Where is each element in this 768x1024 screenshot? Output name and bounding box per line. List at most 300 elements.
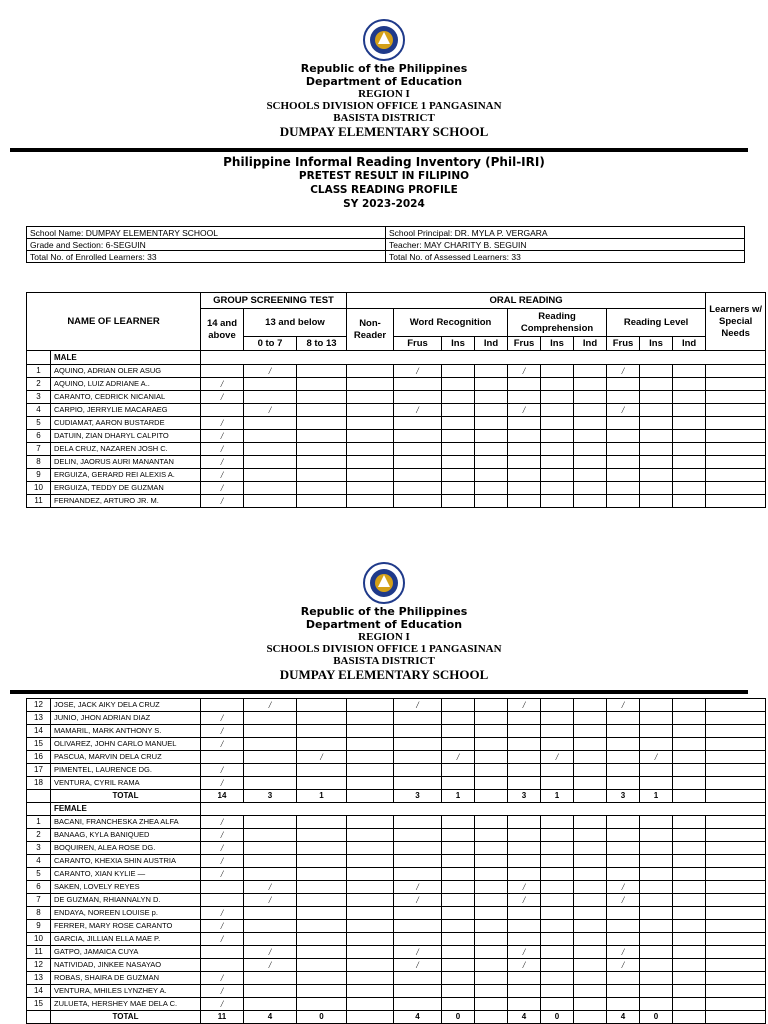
mark-cell — [706, 430, 766, 443]
13-and-below-header: 13 and below — [244, 309, 347, 337]
mark-cell — [297, 829, 347, 842]
oral-reading-header: ORAL READING — [347, 293, 706, 309]
mark-cell — [244, 469, 297, 482]
mark-cell — [394, 482, 442, 495]
total-cell — [574, 790, 607, 803]
learner-name: OLIVAREZ, JOHN CARLO MANUEL — [51, 738, 201, 751]
mark-cell: / — [607, 365, 640, 378]
learner-name: GARCIA, JILLIAN ELLA MAE P. — [51, 933, 201, 946]
mark-cell: / — [201, 495, 244, 508]
total-cell: 11 — [201, 1011, 244, 1024]
mark-cell: / — [201, 985, 244, 998]
learner-name: ERGUIZA, TEDDY DE GUZMAN — [51, 482, 201, 495]
mark-cell — [347, 378, 394, 391]
total-cell: 1 — [541, 790, 574, 803]
table-row — [27, 469, 766, 482]
mark-cell — [508, 456, 541, 469]
mark-cell — [442, 456, 475, 469]
mark-cell — [347, 816, 394, 829]
mark-cell — [640, 920, 673, 933]
mark-cell — [508, 868, 541, 881]
mark-cell — [394, 907, 442, 920]
mark-cell — [475, 365, 508, 378]
row-number: 1 — [27, 816, 51, 829]
table-row — [27, 443, 766, 456]
mark-cell — [607, 972, 640, 985]
mark-cell — [541, 391, 574, 404]
mark-cell: / — [508, 894, 541, 907]
table-row — [27, 417, 766, 430]
mark-cell — [244, 378, 297, 391]
comp-ins-header: Ins — [541, 337, 574, 351]
mark-cell — [244, 816, 297, 829]
mark-cell — [394, 751, 442, 764]
mark-cell — [201, 946, 244, 959]
mark-cell — [394, 456, 442, 469]
row-number: 7 — [27, 443, 51, 456]
mark-cell — [706, 998, 766, 1011]
mark-cell — [673, 365, 706, 378]
mark-cell — [442, 829, 475, 842]
mark-cell — [673, 842, 706, 855]
deped-seal-icon — [362, 561, 406, 605]
mark-cell — [541, 443, 574, 456]
mark-cell — [640, 985, 673, 998]
mark-cell — [442, 946, 475, 959]
mark-cell — [574, 712, 607, 725]
mark-cell — [394, 855, 442, 868]
mark-cell — [244, 764, 297, 777]
mark-cell — [541, 365, 574, 378]
level-frus-header: Frus — [607, 337, 640, 351]
mark-cell — [394, 495, 442, 508]
learner-name: VENTURA, CYRIL RAMA — [51, 777, 201, 790]
total-cell: 0 — [442, 1011, 475, 1024]
mark-cell — [541, 842, 574, 855]
name-of-learner-header: NAME OF LEARNER — [27, 293, 201, 351]
mark-cell — [673, 725, 706, 738]
mark-cell — [574, 764, 607, 777]
mark-cell — [508, 842, 541, 855]
mark-cell — [640, 868, 673, 881]
enrolled-learners: Total No. of Enrolled Learners: 33 — [27, 251, 386, 263]
header-divider — [10, 148, 748, 152]
table-row — [27, 829, 766, 842]
mark-cell: / — [201, 816, 244, 829]
title-line-2: PRETEST RESULT IN FILIPINO — [298, 170, 470, 182]
learner-name: FERRER, MARY ROSE CARANTO — [51, 920, 201, 933]
learner-name: SAKEN, LOVELY REYES — [51, 881, 201, 894]
mark-cell: / — [394, 365, 442, 378]
mark-cell — [297, 998, 347, 1011]
mark-cell — [574, 378, 607, 391]
mark-cell — [201, 959, 244, 972]
mark-cell — [475, 933, 508, 946]
total-cell — [706, 1011, 766, 1024]
mark-cell — [607, 751, 640, 764]
row-number: 15 — [27, 998, 51, 1011]
total-row — [27, 790, 766, 803]
row-number: 14 — [27, 985, 51, 998]
total-cell: 3 — [394, 790, 442, 803]
total-cell: 4 — [607, 1011, 640, 1024]
reading-level-header: Reading Level — [607, 309, 706, 337]
school-principal: School Principal: DR. MYLA P. VERGARA — [386, 227, 745, 239]
mark-cell — [574, 881, 607, 894]
district-line: BASISTA DISTRICT — [333, 112, 435, 124]
table-row — [27, 946, 766, 959]
mark-cell — [607, 985, 640, 998]
mark-cell — [706, 933, 766, 946]
row-number: 2 — [27, 378, 51, 391]
mark-cell: / — [640, 751, 673, 764]
mark-cell — [475, 842, 508, 855]
mark-cell — [442, 998, 475, 1011]
mark-cell — [508, 972, 541, 985]
total-spacer — [27, 1011, 51, 1024]
mark-cell — [347, 933, 394, 946]
total-cell — [347, 1011, 394, 1024]
row-number: 16 — [27, 751, 51, 764]
mark-cell — [508, 855, 541, 868]
mark-cell — [673, 894, 706, 907]
mark-cell — [394, 816, 442, 829]
mark-cell — [508, 378, 541, 391]
mark-cell — [673, 985, 706, 998]
mark-cell — [574, 842, 607, 855]
mark-cell — [347, 777, 394, 790]
learner-name: DATUIN, ZIAN DHARYL CALPITO — [51, 430, 201, 443]
mark-cell — [394, 764, 442, 777]
row-number: 3 — [27, 842, 51, 855]
mark-cell — [574, 443, 607, 456]
mark-cell — [706, 777, 766, 790]
female-section-row — [27, 803, 766, 816]
mark-cell — [394, 998, 442, 1011]
mark-cell — [244, 417, 297, 430]
mark-cell — [706, 712, 766, 725]
mark-cell: / — [244, 894, 297, 907]
mark-cell — [475, 998, 508, 1011]
mark-cell — [508, 738, 541, 751]
mark-cell — [541, 777, 574, 790]
mark-cell — [541, 764, 574, 777]
mark-cell — [574, 469, 607, 482]
mark-cell — [297, 764, 347, 777]
mark-cell — [347, 699, 394, 712]
mark-cell — [640, 855, 673, 868]
mark-cell — [244, 712, 297, 725]
learner-name: JOSE, JACK AIKY DELA CRUZ — [51, 699, 201, 712]
mark-cell — [508, 443, 541, 456]
mark-cell — [607, 816, 640, 829]
mark-cell — [706, 738, 766, 751]
mark-cell: / — [201, 482, 244, 495]
mark-cell — [394, 933, 442, 946]
learner-name: CARANTO, KHEXIA SHIN AUSTRIA — [51, 855, 201, 868]
mark-cell — [244, 738, 297, 751]
row-number: 4 — [27, 855, 51, 868]
mark-cell — [442, 894, 475, 907]
mark-cell — [394, 777, 442, 790]
mark-cell — [297, 933, 347, 946]
mark-cell: / — [394, 894, 442, 907]
mark-cell — [673, 482, 706, 495]
mark-cell — [574, 894, 607, 907]
mark-cell — [673, 907, 706, 920]
mark-cell — [607, 777, 640, 790]
mark-cell — [640, 469, 673, 482]
learner-name: AQUINO, ADRIAN OLER ASUG — [51, 365, 201, 378]
word-recognition-header: Word Recognition — [394, 309, 508, 337]
mark-cell — [673, 764, 706, 777]
mark-cell — [574, 404, 607, 417]
row-number: 11 — [27, 495, 51, 508]
mark-cell — [541, 712, 574, 725]
mark-cell — [508, 725, 541, 738]
mark-cell — [607, 920, 640, 933]
mark-cell — [541, 907, 574, 920]
school-line: DUMPAY ELEMENTARY SCHOOL — [279, 124, 489, 139]
mark-cell — [607, 495, 640, 508]
mark-cell — [442, 725, 475, 738]
mark-cell — [673, 738, 706, 751]
row-number: 10 — [27, 482, 51, 495]
table-row — [27, 855, 766, 868]
mark-cell — [640, 764, 673, 777]
mark-cell — [541, 894, 574, 907]
mark-cell — [297, 443, 347, 456]
mark-cell — [475, 972, 508, 985]
table-row — [27, 894, 766, 907]
mark-cell: / — [297, 751, 347, 764]
mark-cell — [475, 725, 508, 738]
mark-cell: / — [201, 855, 244, 868]
mark-cell: / — [201, 417, 244, 430]
mark-cell — [442, 933, 475, 946]
mark-cell — [347, 894, 394, 907]
mark-cell — [574, 456, 607, 469]
mark-cell: / — [508, 959, 541, 972]
mark-cell — [541, 959, 574, 972]
mark-cell — [508, 985, 541, 998]
mark-cell — [673, 972, 706, 985]
mark-cell — [244, 495, 297, 508]
mark-cell — [640, 777, 673, 790]
mark-cell — [442, 391, 475, 404]
mark-cell — [244, 751, 297, 764]
mark-cell — [607, 764, 640, 777]
mark-cell — [244, 430, 297, 443]
mark-cell: / — [607, 946, 640, 959]
mark-cell — [574, 959, 607, 972]
mark-cell — [347, 855, 394, 868]
mark-cell — [347, 430, 394, 443]
mark-cell — [607, 868, 640, 881]
school-line: DUMPAY ELEMENTARY SCHOOL — [279, 667, 489, 682]
mark-cell: / — [201, 920, 244, 933]
table-row — [27, 920, 766, 933]
mark-cell — [475, 469, 508, 482]
total-label: TOTAL — [51, 790, 201, 803]
mark-cell: / — [244, 404, 297, 417]
mark-cell — [541, 998, 574, 1011]
mark-cell — [673, 751, 706, 764]
mark-cell — [244, 933, 297, 946]
page2-header — [0, 561, 768, 682]
mark-cell — [673, 777, 706, 790]
row-number: 15 — [27, 738, 51, 751]
learner-name: JUNIO, JHON ADRIAN DIAZ — [51, 712, 201, 725]
mark-cell: / — [607, 404, 640, 417]
comp-frus-header: Frus — [508, 337, 541, 351]
row-number: 3 — [27, 391, 51, 404]
mark-cell — [244, 725, 297, 738]
mark-cell — [475, 946, 508, 959]
mark-cell — [442, 881, 475, 894]
mark-cell — [541, 456, 574, 469]
total-cell: 0 — [640, 1011, 673, 1024]
mark-cell — [640, 816, 673, 829]
mark-cell — [475, 868, 508, 881]
row-number: 10 — [27, 933, 51, 946]
department-line: Department of Education — [305, 618, 463, 631]
table-row — [27, 378, 766, 391]
word-frus-header: Frus — [394, 337, 442, 351]
mark-cell — [607, 378, 640, 391]
mark-cell — [297, 894, 347, 907]
mark-cell: / — [607, 699, 640, 712]
mark-cell — [574, 365, 607, 378]
14-and-above-header: 14 and above — [201, 309, 244, 351]
mark-cell — [297, 959, 347, 972]
mark-cell: / — [508, 946, 541, 959]
mark-cell — [574, 495, 607, 508]
learner-name: NATIVIDAD, JINKEE NASAYAO — [51, 959, 201, 972]
title-line-1: Philippine Informal Reading Inventory (Phil-IRI) — [223, 155, 545, 169]
mark-cell — [201, 751, 244, 764]
total-cell — [475, 1011, 508, 1024]
row-number: 4 — [27, 404, 51, 417]
mark-cell — [607, 842, 640, 855]
total-cell — [475, 790, 508, 803]
table-row — [27, 751, 766, 764]
mark-cell: / — [201, 868, 244, 881]
table-row — [27, 959, 766, 972]
mark-cell — [297, 482, 347, 495]
mark-cell — [673, 378, 706, 391]
mark-cell — [574, 920, 607, 933]
mark-cell — [640, 495, 673, 508]
mark-cell — [442, 855, 475, 868]
mark-cell — [297, 881, 347, 894]
page1-header — [0, 18, 768, 139]
mark-cell — [640, 946, 673, 959]
mark-cell — [297, 456, 347, 469]
learner-name: ZULUETA, HERSHEY MAE DELA C. — [51, 998, 201, 1011]
mark-cell — [706, 816, 766, 829]
mark-cell — [541, 933, 574, 946]
mark-cell — [244, 443, 297, 456]
row-number: 12 — [27, 699, 51, 712]
mark-cell — [607, 443, 640, 456]
mark-cell — [475, 495, 508, 508]
mark-cell — [706, 391, 766, 404]
table-row — [27, 482, 766, 495]
mark-cell — [442, 972, 475, 985]
table-row — [27, 430, 766, 443]
learner-name: CUDIAMAT, AARON BUSTARDE — [51, 417, 201, 430]
learner-name: ROBAS, SHAIRA DE GUZMAN — [51, 972, 201, 985]
mark-cell — [574, 946, 607, 959]
mark-cell — [706, 764, 766, 777]
mark-cell — [244, 972, 297, 985]
learner-name: BOQUIREN, ALEA ROSE DG. — [51, 842, 201, 855]
deped-seal-icon — [362, 18, 406, 62]
mark-cell — [607, 907, 640, 920]
mark-cell — [347, 417, 394, 430]
mark-cell — [442, 920, 475, 933]
mark-cell: / — [201, 972, 244, 985]
mark-cell — [394, 738, 442, 751]
mark-cell: / — [201, 764, 244, 777]
mark-cell — [297, 842, 347, 855]
mark-cell — [607, 482, 640, 495]
mark-cell — [442, 443, 475, 456]
mark-cell — [244, 920, 297, 933]
mark-cell — [574, 417, 607, 430]
special-needs-header: Learners w/ Special Needs — [706, 293, 766, 351]
mark-cell — [706, 868, 766, 881]
mark-cell — [508, 907, 541, 920]
mark-cell: / — [201, 907, 244, 920]
republic-line: Republic of the Philippines — [300, 62, 468, 75]
mark-cell: / — [508, 365, 541, 378]
mark-cell — [574, 985, 607, 998]
mark-cell — [347, 972, 394, 985]
mark-cell — [640, 725, 673, 738]
mark-cell: / — [201, 430, 244, 443]
mark-cell — [201, 894, 244, 907]
mark-cell — [394, 378, 442, 391]
table-row — [27, 725, 766, 738]
learner-name: DE GUZMAN, RHIANNALYN D. — [51, 894, 201, 907]
mark-cell — [574, 829, 607, 842]
mark-cell — [640, 391, 673, 404]
mark-cell — [394, 712, 442, 725]
mark-cell — [673, 933, 706, 946]
mark-cell — [347, 920, 394, 933]
mark-cell — [442, 959, 475, 972]
mark-cell — [574, 868, 607, 881]
mark-cell — [508, 430, 541, 443]
mark-cell: / — [201, 443, 244, 456]
total-cell: 3 — [244, 790, 297, 803]
mark-cell: / — [607, 881, 640, 894]
row-number: 9 — [27, 469, 51, 482]
learner-name: BANAAG, KYLA BANIQUED — [51, 829, 201, 842]
table-row — [27, 404, 766, 417]
mark-cell — [673, 868, 706, 881]
mark-cell — [673, 855, 706, 868]
mark-cell — [541, 725, 574, 738]
mark-cell: / — [244, 959, 297, 972]
mark-cell: / — [201, 998, 244, 1011]
mark-cell — [475, 920, 508, 933]
word-ins-header: Ins — [442, 337, 475, 351]
mark-cell — [475, 738, 508, 751]
mark-cell — [607, 933, 640, 946]
